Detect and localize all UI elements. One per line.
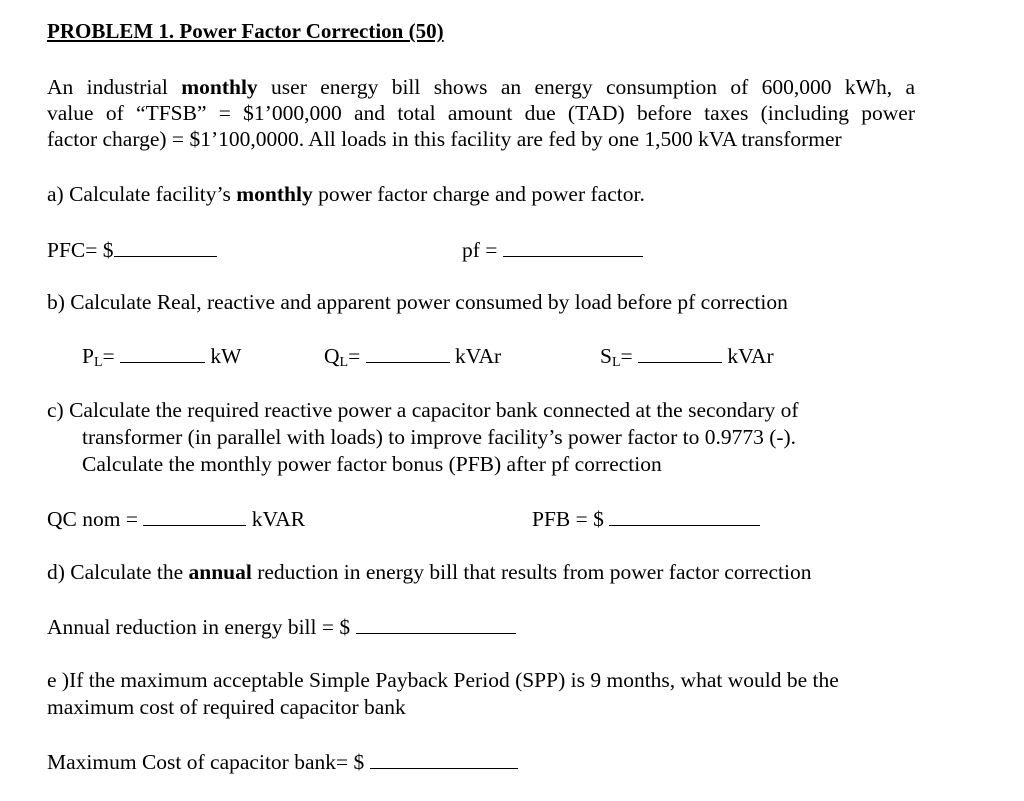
pfc-blank[interactable] bbox=[114, 236, 217, 257]
max-cost-label: Maximum Cost of capacitor bank= $ bbox=[47, 750, 365, 774]
annual-reduction-blank[interactable] bbox=[356, 613, 516, 634]
part-e-line-2: maximum cost of required capacitor bank bbox=[47, 695, 406, 719]
part-d-question: d) Calculate the annual reduction in energy bill that results from power factor correction bbox=[47, 560, 812, 584]
pf-answer-row bbox=[462, 236, 643, 263]
sl-unit: kVAr bbox=[727, 344, 774, 368]
annual-reduction-row bbox=[47, 613, 516, 640]
pfb-label: PFB = $ bbox=[532, 507, 604, 531]
sl-blank[interactable] bbox=[638, 342, 722, 363]
intro-line-3: factor charge) = $1’100,0000. All loads in this facility are fed by one 1,500 kVA transformer bbox=[47, 127, 842, 151]
pf-label: pf = bbox=[462, 238, 498, 262]
pf-blank[interactable] bbox=[503, 236, 643, 257]
ql-unit: kVAr bbox=[454, 344, 502, 368]
pfb-blank[interactable] bbox=[609, 505, 760, 526]
ql-answer-row: $Q_L=$ kVAr bbox=[324, 344, 502, 370]
qc-blank[interactable] bbox=[143, 505, 246, 526]
sl-answer-row: $S_L=$ kVAr bbox=[600, 344, 774, 370]
intro-line-1: An industrial monthly user energy bill shows an energy consumption of 600,000 kWh, a bbox=[47, 75, 915, 99]
pfb-answer-row bbox=[532, 505, 760, 532]
part-a-question: a) Calculate facility’s monthly power factor charge and power factor. bbox=[47, 182, 645, 206]
ql-blank[interactable] bbox=[366, 342, 450, 363]
part-c-line-1: c) Calculate the required reactive power a capacitor bank connected at the secondary of bbox=[47, 398, 799, 422]
part-c-line-3: Calculate the monthly power factor bonus (PFB) after pf correction bbox=[82, 452, 662, 476]
qc-label: QC nom = bbox=[47, 507, 138, 531]
qc-answer-row bbox=[47, 505, 305, 532]
problem-title: PROBLEM 1. Power Factor Correction (50) bbox=[47, 19, 444, 43]
part-b-question: b) Calculate Real, reactive and apparent power consumed by load before pf correction bbox=[47, 290, 788, 314]
max-cost-blank[interactable] bbox=[370, 748, 518, 769]
pfc-label: PFC= $ bbox=[47, 238, 114, 262]
pl-blank[interactable] bbox=[120, 342, 205, 363]
pl-answer-row: $P_L=$ kW bbox=[82, 344, 242, 370]
part-e-line-1: e )If the maximum acceptable Simple Payback Period (SPP) is 9 months, what would be the bbox=[47, 668, 839, 692]
pfc-answer-row bbox=[47, 236, 217, 263]
intro-paragraph bbox=[47, 74, 915, 152]
intro-line-2: value of “TFSB” = $1’000,000 and total amount due (TAD) before taxes (including power bbox=[47, 101, 915, 125]
part-c-line-2: transformer (in parallel with loads) to improve facility’s power factor to 0.9773 (-). bbox=[82, 425, 797, 449]
qc-unit: kVAR bbox=[251, 507, 306, 531]
max-cost-row bbox=[47, 748, 518, 775]
annual-reduction-label: Annual reduction in energy bill = $ bbox=[47, 615, 351, 639]
pl-unit: kW bbox=[210, 344, 242, 368]
